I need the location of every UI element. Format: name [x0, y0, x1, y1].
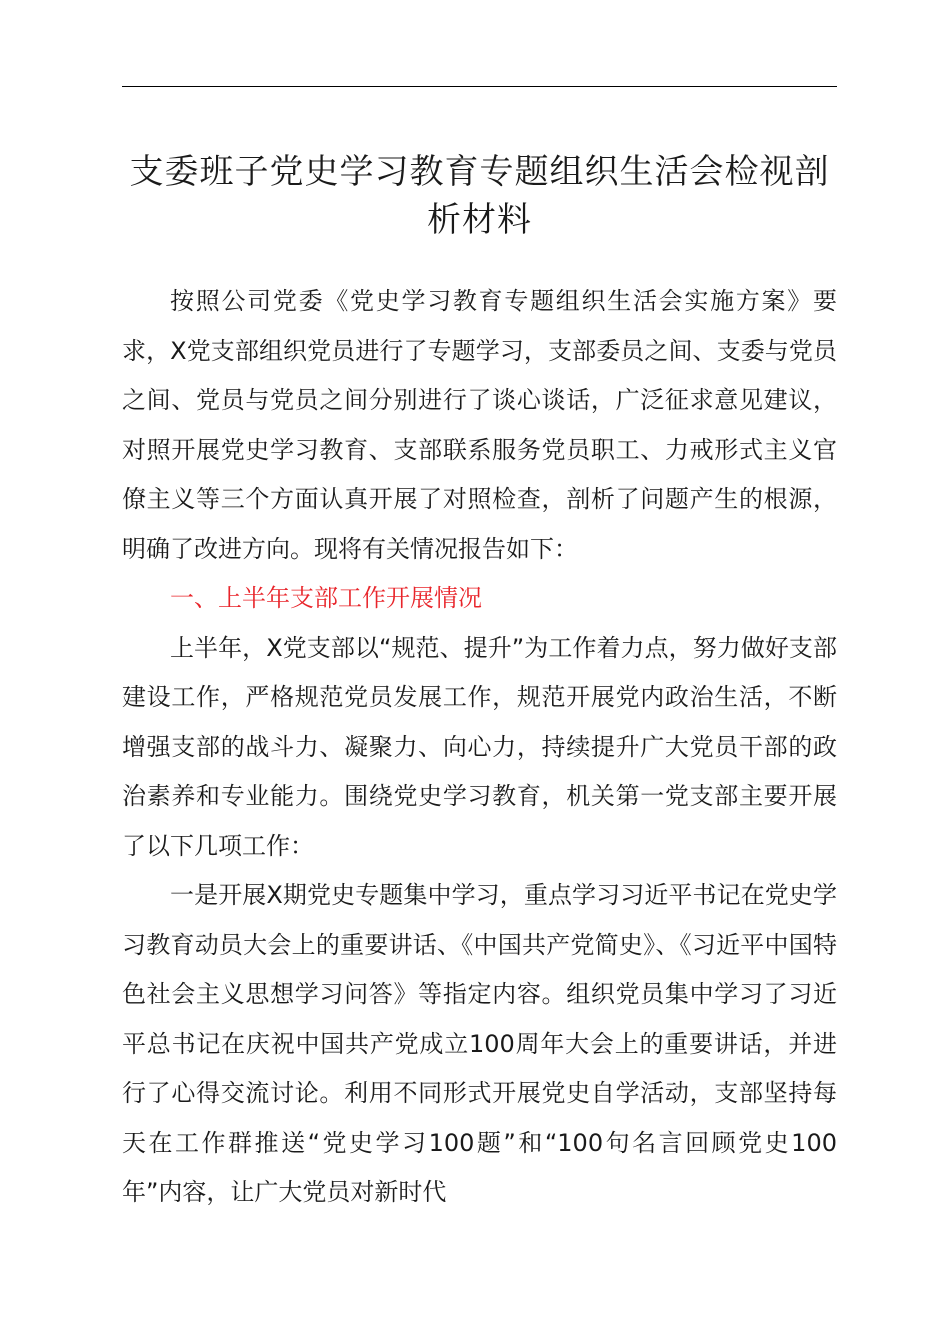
- section-1-paragraph: 上半年，X党支部以“规范、提升”为工作着力点，努力做好支部建设工作，严格规范党员发展工作，规范开展党内政治生活，不断增强支部的战斗力、凝聚力、向心力，持续提升广大党员干部的政治素养和专业能力。围绕党史学习教育，机关第一党支部主要开展了以下几项工作：: [122, 633, 837, 860]
- header-rule: [122, 86, 837, 87]
- section-heading-1: 一、上半年支部工作开展情况: [170, 584, 482, 612]
- section-1-item-1-paragraph: 一是开展X期党史专题集中学习，重点学习习近平书记在党史学习教育动员大会上的重要讲话、《中国共产党简史》、《习近平中国特色社会主义思想学习问答》等指定内容。组织党员集中学习了习近平总书记在庆祝中国共产党成立100周年大会上的重要讲话，并进行了心得交流讨论。利用不同形式开展党史自学活动，支部坚持每天在工作群推送“党史学习100题”和“100句名言回顾党史100年”内容，让广大党员对新时代: [122, 881, 837, 1206]
- intro-paragraph: 按照公司党委《党史学习教育专题组织生活会实施方案》要求，X党支部组织党员进行了专题学习，支部委员之间、支委与党员之间、党员与党员之间分别进行了谈心谈话，广泛征求意见建议，对照开展党史学习教育、支部联系服务党员职工、力戒形式主义官僚主义等三个方面认真开展了对照检查，剖析了问题产生的根源，明确了改进方向。现将有关情况报告如下：: [122, 287, 837, 563]
- document-body: [122, 277, 837, 1218]
- document-title: 支委班子党史学习教育专题组织生活会检视剖析材料: [129, 152, 830, 240]
